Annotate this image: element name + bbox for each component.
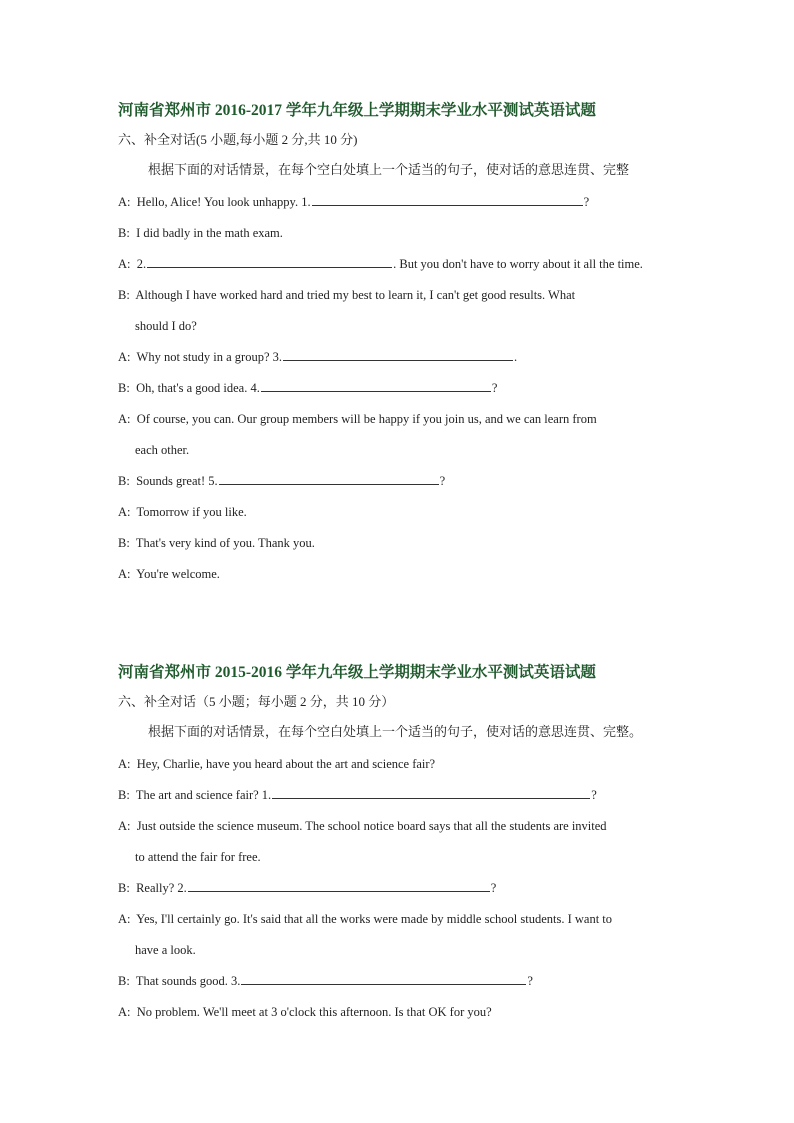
dialogue-line: B: Although I have worked hard and tried my best to learn it, I can't get good results. What [118,288,576,302]
section-heading: 六、补全对话(5 小题,每小题 2 分,共 10 分) [118,132,358,147]
dialogue-line-continued: should I do? [135,319,197,333]
answer-blank-2[interactable] [188,877,490,892]
dialogue-line: A: Yes, I'll certainly go. It's said that all the works were made by middle school students. I want to [118,912,613,926]
dialogue-line: A: You're welcome. [118,567,220,581]
dialogue-line: A: Just outside the science museum. The school notice board says that all the students are invited [118,819,607,833]
section-title: 河南省郑州市 2015-2016 学年九年级上学期期末学业水平测试英语试题 [118,664,596,681]
answer-blank-4[interactable] [261,377,491,392]
dialogue-line: A: Why not study in a group? 3. . [118,342,688,373]
dialogue-line: B: Oh, that's a good idea. 4. ? [118,373,688,404]
instruction-text: 根据下面的对话情景，在每个空白处填上一个适当的句子，使对话的意思连贯、完整。 [148,724,643,739]
dialogue-line: B: That's very kind of you. Thank you. [118,536,315,550]
dialogue-line: A: 2. . But you don't have to worry about it all the time. [118,249,688,280]
dialogue-line: B: I did badly in the math exam. [118,226,283,240]
answer-blank-5[interactable] [219,470,439,485]
dialogue-line: A: Hey, Charlie, have you heard about the art and science fair? [118,757,436,771]
dialogue-line: B: Sounds great! 5. ? [118,466,688,497]
dialogue-line: B: The art and science fair? 1. ? [118,780,688,811]
answer-blank-1[interactable] [312,191,583,206]
dialogue-line: B: That sounds good. 3. ? [118,966,688,997]
dialogue-line-continued: to attend the fair for free. [135,850,261,864]
dialogue-line: A: Tomorrow if you like. [118,505,247,519]
instruction-text: 根据下面的对话情景，在每个空白处填上一个适当的句子，使对话的意思连贯、完整 [148,162,630,177]
section-heading: 六、补全对话（5 小题；每小题 2 分，共 10 分） [118,694,395,709]
dialogue-line: A: Of course, you can. Our group members will be happy if you join us, and we can learn from [118,412,597,426]
dialogue-line-continued: each other. [135,443,190,457]
answer-blank-3[interactable] [283,346,513,361]
section-title: 河南省郑州市 2016-2017 学年九年级上学期期末学业水平测试英语试题 [118,102,596,119]
dialogue-line: B: Really? 2. ? [118,873,688,904]
dialogue-line: A: No problem. We'll meet at 3 o'clock this afternoon. Is that OK for you? [118,1005,492,1019]
dialogue-line-continued: have a look. [135,943,196,957]
answer-blank-2[interactable] [147,253,392,268]
dialogue-line: A: Hello, Alice! You look unhappy. 1. ? [118,187,688,218]
exam-section-2016 [118,101,688,590]
exam-section-2015 [118,663,688,1028]
answer-blank-3[interactable] [241,970,526,985]
answer-blank-1[interactable] [272,784,590,799]
